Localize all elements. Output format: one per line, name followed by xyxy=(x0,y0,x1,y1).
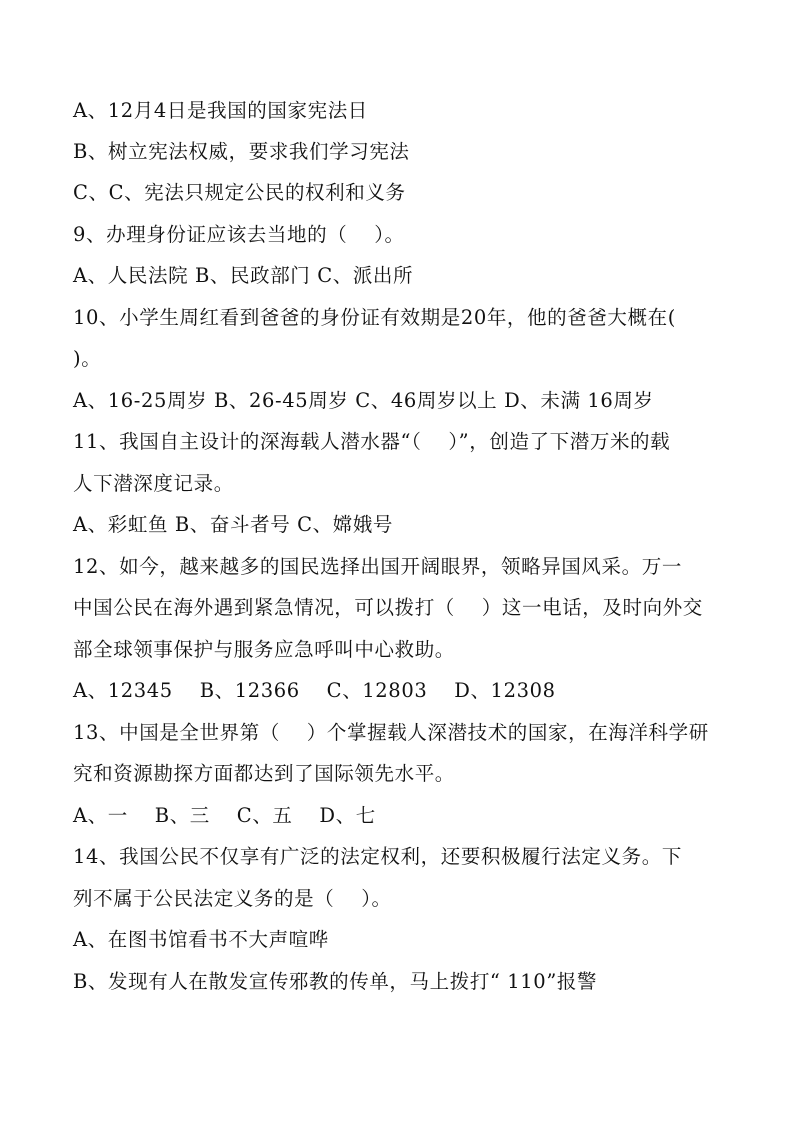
question-11: 11、我国自主设计的深海载人潜水器“（ ）”，创造了下潜万米的载 xyxy=(73,430,671,453)
options-11: A、彩虹鱼 B、奋斗者号 C、嫦娥号 xyxy=(73,513,394,536)
question-14-continued: 列不属于公民法定义务的是（ ）。 xyxy=(73,887,392,910)
option-14-a: A、在图书馆看书不大声喧哗 xyxy=(73,928,329,951)
option-line: B、树立宪法权威，要求我们学习宪法 xyxy=(73,140,410,163)
question-9: 9、办理身份证应该去当地的（ ）。 xyxy=(73,223,405,246)
question-10: 10、小学生周红看到爸爸的身份证有效期是20年，他的爸爸大概在( xyxy=(73,306,676,329)
options-13: A、一 B、三 C、五 D、七 xyxy=(73,804,376,827)
option-line: C、C、宪法只规定公民的权利和义务 xyxy=(73,181,406,204)
question-12: 12、如今，越来越多的国民选择出国开阔眼界，领略异国风采。万一 xyxy=(73,555,682,578)
question-12-continued: 中国公民在海外遇到紧急情况，可以拨打（ ）这一电话，及时向外交 xyxy=(73,596,703,619)
options-9: A、人民法院 B、民政部门 C、派出所 xyxy=(73,264,414,287)
question-10-continued: )。 xyxy=(73,347,102,370)
question-13-continued: 究和资源勘探方面都达到了国际领先水平。 xyxy=(73,762,455,785)
question-14: 14、我国公民不仅享有广泛的法定权利，还要积极履行法定义务。下 xyxy=(73,845,682,868)
options-10: A、16-25周岁 B、26-45周岁 C、46周岁以上 D、未满 16周岁 xyxy=(73,389,654,412)
question-13: 13、中国是全世界第（ ）个掌握载人深潜技术的国家，在海洋科学研 xyxy=(73,721,709,744)
option-14-b: B、发现有人在散发宣传邪教的传单，马上拨打“ 110”报警 xyxy=(73,970,598,993)
question-12-continued: 部全球领事保护与服务应急呼叫中心救助。 xyxy=(73,638,455,661)
options-12: A、12345 B、12366 C、12803 D、12308 xyxy=(73,679,556,702)
question-11-continued: 人下潜深度记录。 xyxy=(73,472,234,495)
option-line: A、12月4日是我国的国家宪法日 xyxy=(73,99,368,122)
